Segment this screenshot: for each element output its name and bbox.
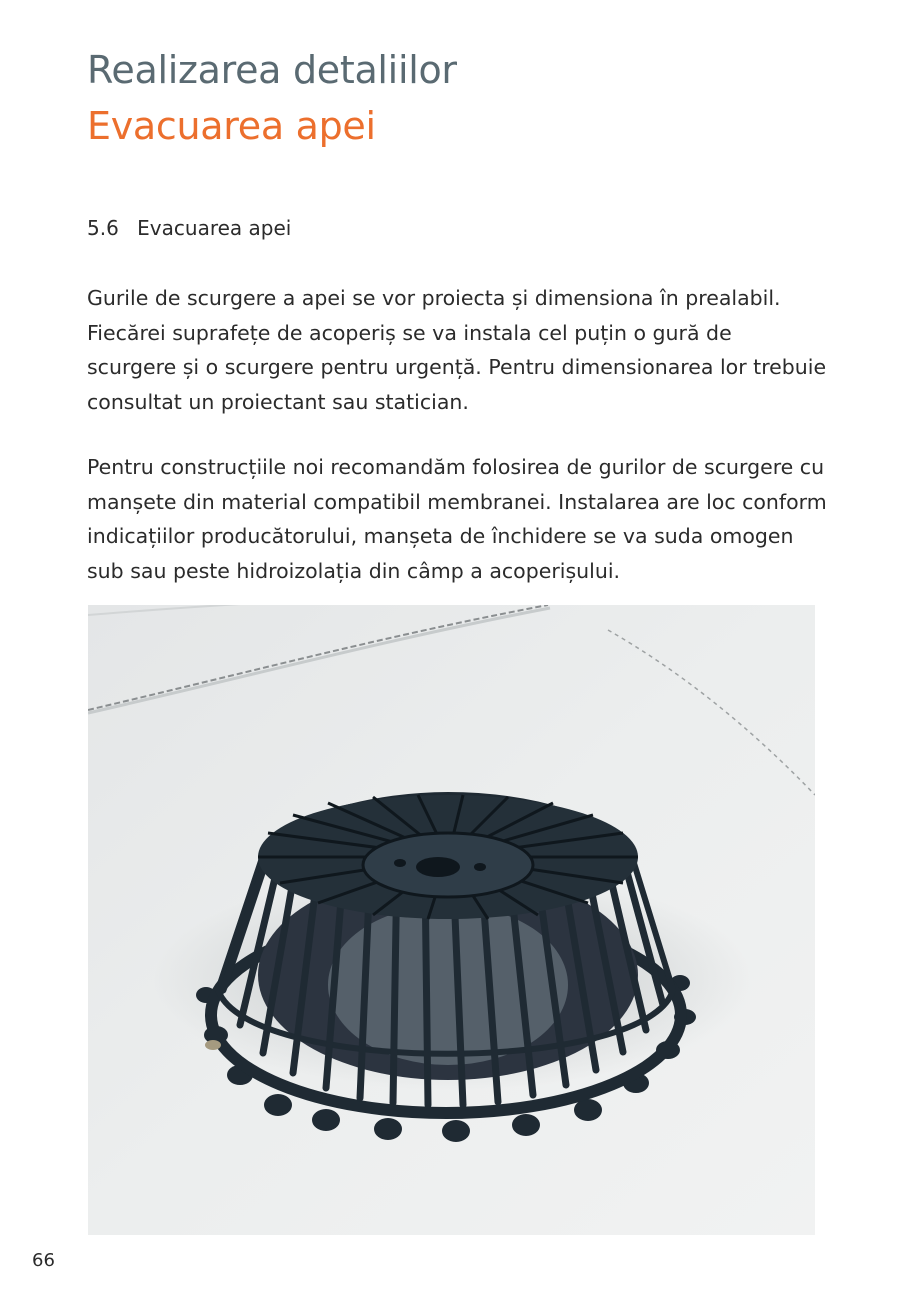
section-title: Evacuarea apei <box>137 216 292 240</box>
section-number: 5.6 <box>87 216 119 240</box>
paragraph-2: Pentru construcțiile noi recomandăm folosirea de gurilor de scurgere cu manșete din material compatibil membranei. Instalarea are loc conform indicațiilor producătorului, manșeta de închidere se va suda omogen sub sau peste hidroizolația din câmp a acoperișului. <box>87 455 827 583</box>
page-subtitle: Evacuarea apei <box>87 104 376 148</box>
section-heading <box>87 216 291 240</box>
page-number: 66 <box>32 1250 55 1271</box>
page-title: Realizarea detaliilor <box>87 48 457 92</box>
paragraph-1: Gurile de scurgere a apei se vor proiecta și dimensiona în prealabil. Fiecărei suprafețe de acoperiș se va instala cel puțin o gură de scurgere și o scurgere pentru urgență. Pentru dimensionarea lor trebuie consultat un proiectant sau statician. <box>87 286 827 414</box>
roof-drain-photo <box>88 605 815 1235</box>
